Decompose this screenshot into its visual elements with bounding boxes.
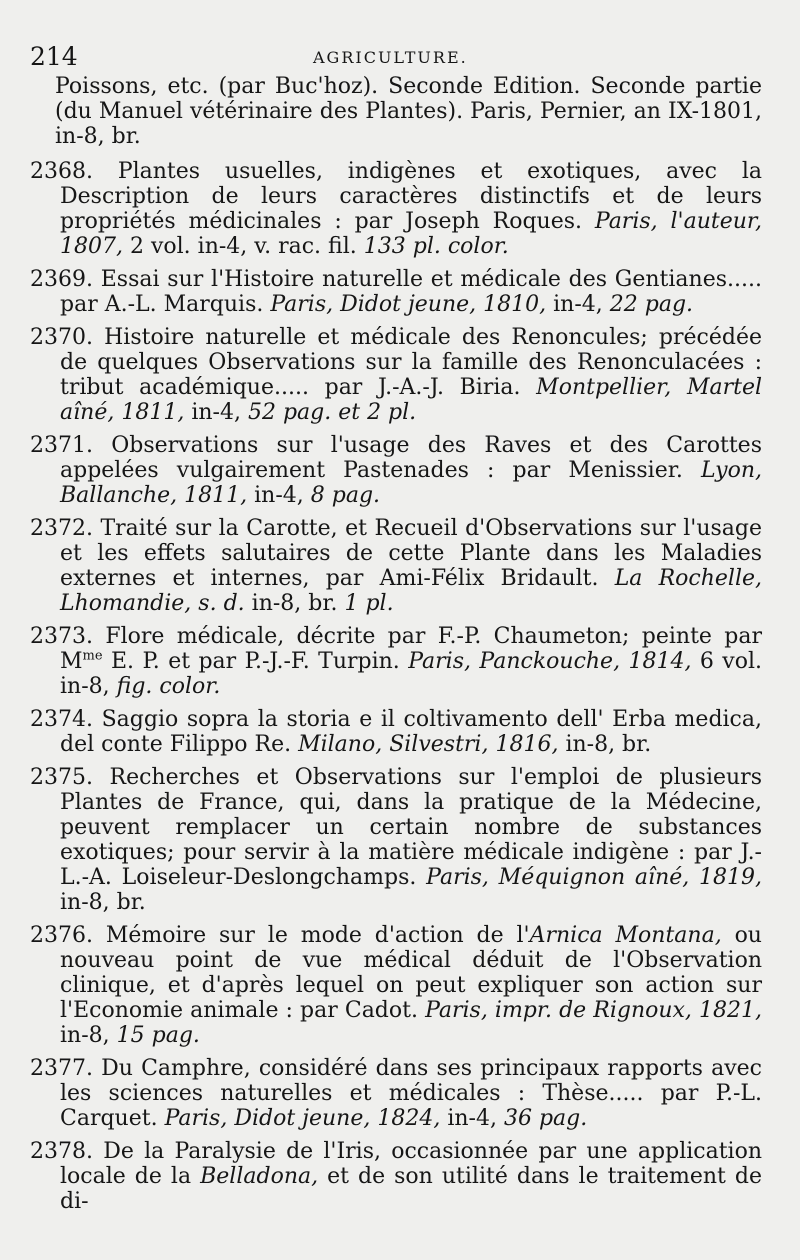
entry-text: Mémoire sur le mode d'action de l' xyxy=(105,923,530,948)
entry-number: 2370. xyxy=(30,325,93,350)
entry-extra: 36 pag. xyxy=(503,1106,588,1131)
entry-imprint: Montpellier, Martel aîné, 1811, xyxy=(60,375,762,425)
entry-text-continued: E. P. et par P.-J.-F. Turpin. xyxy=(110,649,400,674)
entry-imprint: La Rochelle, Lhomandie, s. d. xyxy=(60,566,762,616)
entry-2368 xyxy=(0,159,800,259)
entry-text-continued: et de son utilité dans le traitement de di- xyxy=(60,1164,762,1214)
entry-extra: 15 pag. xyxy=(116,1023,200,1048)
entry-extra: 1 pl. xyxy=(344,591,394,616)
entry-extra: 52 pag. et 2 pl. xyxy=(247,400,417,425)
entry-imprint: Milano, Silvestri, 1816, xyxy=(298,732,559,757)
entry-extra: 8 pag. xyxy=(310,483,381,508)
entry-text: Saggio sopra la storia e il coltivamento dell' Erba medica, del conte Filippo Re. xyxy=(60,707,762,757)
entry-2371 xyxy=(0,433,800,508)
entry-format: in-4, xyxy=(447,1106,497,1131)
entry-format: in-8, br. xyxy=(251,591,338,616)
entry-number: 2368. xyxy=(30,159,93,184)
entry-imprint: Paris, l'auteur, 1807, xyxy=(60,209,762,259)
entry-text: Histoire naturelle et médicale des Renoncules; précédée de quelques Observations sur la famille des Renonculacées : tribut académique..... par J.-A.-J. Biria. xyxy=(60,325,763,400)
page-body xyxy=(0,74,800,1214)
entry-imprint: Paris, impr. de Rignoux, 1821, xyxy=(425,998,762,1023)
entry-text: Flore médicale, décrite par F.-P. Chaumeton; peinte par M xyxy=(60,624,762,674)
entry-text: Essai sur l'Histoire naturelle et médicale des Gentianes..... par A.-L. Marquis. xyxy=(60,267,762,317)
entry-imprint: Lyon, Ballanche, 1811, xyxy=(60,458,763,508)
entry-imprint: Paris, Méquignon aîné, 1819, xyxy=(426,865,762,890)
entry-italic-term: Arnica Montana, xyxy=(529,923,722,948)
entry-number: 2375. xyxy=(30,765,93,790)
running-title: AGRICULTURE. xyxy=(313,48,468,67)
entry-2376 xyxy=(0,923,800,1048)
entry-number: 2377. xyxy=(30,1056,93,1081)
entry-format: in-8, br. xyxy=(565,732,652,757)
entry-extra: 133 pl. color. xyxy=(363,234,509,259)
entry-2373 xyxy=(0,624,800,699)
entry-format: in-4, xyxy=(191,400,241,425)
entry-text: Du Camphre, considéré dans ses principaux rapports avec les sciences naturelles et médicales : Thèse..... par P.-L. Carquet. xyxy=(60,1056,763,1131)
entry-format: in-8, br. xyxy=(60,890,146,915)
entry-number: 2372. xyxy=(30,516,93,541)
entry-italic-term: Belladona, xyxy=(200,1164,319,1189)
entry-imprint: Paris, Didot jeune, 1810, xyxy=(270,292,547,317)
entry-2372 xyxy=(0,516,800,616)
entry-number: 2378. xyxy=(30,1139,93,1164)
entry-number: 2373. xyxy=(30,624,93,649)
entry-2375 xyxy=(0,765,800,915)
entry-format: 2 vol. in-4, v. rac. fil. xyxy=(129,234,357,259)
entry-2369 xyxy=(0,267,800,317)
page-header xyxy=(30,38,760,74)
superscript: me xyxy=(82,648,103,664)
entry-format: 6 vol. in-8, xyxy=(60,649,763,699)
entry-text: Recherches et Observations sur l'emploi de plusieurs Plantes de France, qui, dans la pratique de la Médecine, peuvent remplacer un certain nombre de substances exotiques; pour servir à la matière médicale indigène : par J.-L.-A. Loiseleur-Deslongchamps. xyxy=(60,765,762,890)
entry-text: Traité sur la Carotte, et Recueil d'Observations sur l'usage et les effets salutaires de cette Plante dans les Maladies externes et internes, par Ami-Félix Bridault. xyxy=(60,516,762,591)
entry-extra: fig. color. xyxy=(116,674,221,699)
page-number: 214 xyxy=(30,42,78,71)
entry-format: in-4, xyxy=(254,483,304,508)
entry-2378 xyxy=(0,1139,800,1214)
entry-number: 2371. xyxy=(30,433,93,458)
entry-format: in-8, xyxy=(60,1023,110,1048)
entry-text: De la Paralysie de l'Iris, occasionnée par une application locale de la xyxy=(60,1139,763,1189)
continued-entry xyxy=(0,74,800,149)
entry-number: 2376. xyxy=(30,923,93,948)
entry-imprint: Paris, Didot jeune, 1824, xyxy=(164,1106,441,1131)
entry-2374 xyxy=(0,707,800,757)
entry-extra: 22 pag. xyxy=(609,292,694,317)
entry-number: 2374. xyxy=(30,707,93,732)
entry-imprint: Paris, Panckouche, 1814, xyxy=(408,649,692,674)
continued-entry-text: Poissons, etc. (par Buc'hoz). Seconde Edition. Seconde partie (du Manuel vétérinaire des Plantes). Paris, Pernier, an IX-1801, in-8, br. xyxy=(55,74,762,149)
entry-text-continued: ou nouveau point de vue médical déduit de l'Observation clinique, et d'après lequel on peut expliquer son action sur l'Economie animale : par Cadot. xyxy=(60,923,762,1023)
entry-text: Observations sur l'usage des Raves et des Carottes appelées vulgairement Pastenades : par Menissier. xyxy=(60,433,762,483)
entry-number: 2369. xyxy=(30,267,93,292)
entry-text: Plantes usuelles, indigènes et exotiques, avec la Description de leurs caractères distinctifs et de leurs propriétés médicinales : par Joseph Roques. xyxy=(60,159,762,234)
entry-2377 xyxy=(0,1056,800,1131)
entry-2370 xyxy=(0,325,800,425)
entry-format: in-4, xyxy=(553,292,603,317)
